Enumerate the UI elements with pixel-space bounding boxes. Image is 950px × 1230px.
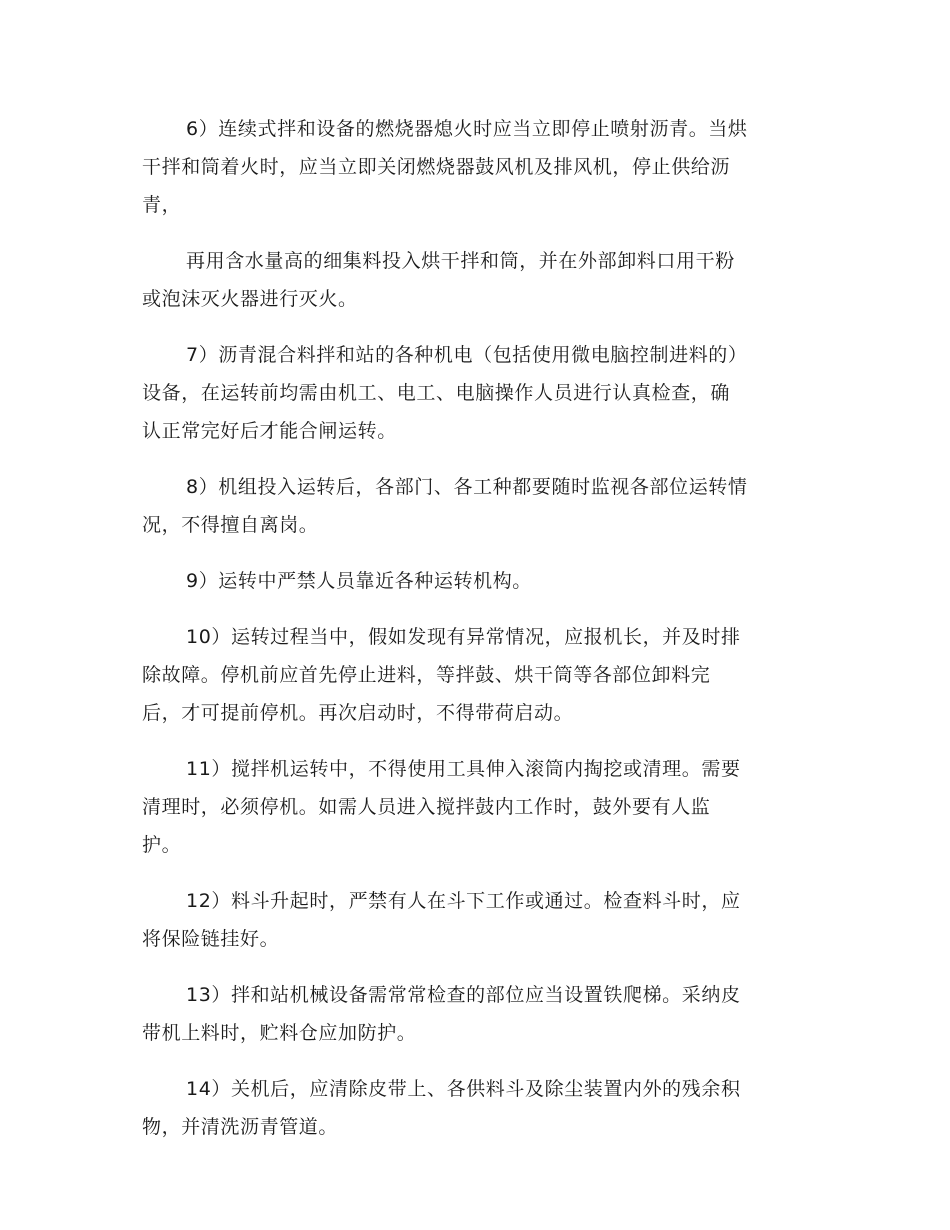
- text-line: 14）关机后，应清除皮带上、各供料斗及除尘装置内外的残余积: [186, 1078, 741, 1100]
- text-line: 9）运转中严禁人员靠近各种运转机构。: [186, 570, 532, 592]
- text-line: 清理时，必须停机。如需人员进入搅拌鼓内工作时，鼓外要有人监: [142, 796, 711, 818]
- paragraph-item-11: [142, 750, 812, 864]
- text-line: 物，并清洗沥青管道。: [142, 1116, 339, 1138]
- text-line: 10）运转过程当中，假如发现有异常情况，应报机长，并及时排: [186, 626, 741, 648]
- text-line: 青，: [142, 194, 182, 216]
- text-line: 8）机组投入运转后，各部门、各工种都要随时监视各部位运转情: [186, 476, 748, 498]
- paragraph-item-9: [142, 562, 812, 600]
- text-line: 况，不得擅自离岗。: [142, 514, 319, 536]
- text-line: 6）连续式拌和设备的燃烧器熄火时应当立即停止喷射沥青。当烘: [186, 118, 748, 140]
- document-body: [142, 110, 812, 1164]
- paragraph-item-6-continued: [142, 242, 812, 318]
- text-line: 或泡沫灭火器进行灭火。: [142, 288, 358, 310]
- paragraph-item-12: [142, 882, 812, 958]
- text-line: 后，才可提前停机。再次启动时，不得带荷启动。: [142, 702, 574, 724]
- text-line: 护。: [142, 834, 182, 856]
- text-line: 设备，在运转前均需由机工、电工、电脑操作人员进行认真检查，确: [142, 382, 731, 404]
- text-line: 13）拌和站机械设备需常常检查的部位应当设置铁爬梯。采纳皮: [186, 984, 741, 1006]
- text-line: 将保险链挂好。: [142, 928, 280, 950]
- paragraph-item-13: [142, 976, 812, 1052]
- text-line: 7）沥青混合料拌和站的各种机电（包括使用微电脑控制进料的）: [186, 344, 748, 366]
- paragraph-item-8: [142, 468, 812, 544]
- text-line: 再用含水量高的细集料投入烘干拌和筒，并在外部卸料口用干粉: [186, 250, 735, 272]
- text-line: 认正常完好后才能合闸运转。: [142, 420, 397, 442]
- text-line: 除故障。停机前应首先停止进料，等拌鼓、烘干筒等各部位卸料完: [142, 664, 711, 686]
- paragraph-item-7: [142, 336, 812, 450]
- text-line: 12）料斗升起时，严禁有人在斗下工作或通过。检查料斗时，应: [186, 890, 741, 912]
- text-line: 11）搅拌机运转中，不得使用工具伸入滚筒内掏挖或清理。需要: [186, 758, 741, 780]
- paragraph-item-10: [142, 618, 812, 732]
- paragraph-item-6: [142, 110, 812, 224]
- text-line: 带机上料时，贮料仓应加防护。: [142, 1022, 417, 1044]
- paragraph-item-14: [142, 1070, 812, 1146]
- text-line: 干拌和筒着火时，应当立即关闭燃烧器鼓风机及排风机，停止供给沥: [142, 156, 731, 178]
